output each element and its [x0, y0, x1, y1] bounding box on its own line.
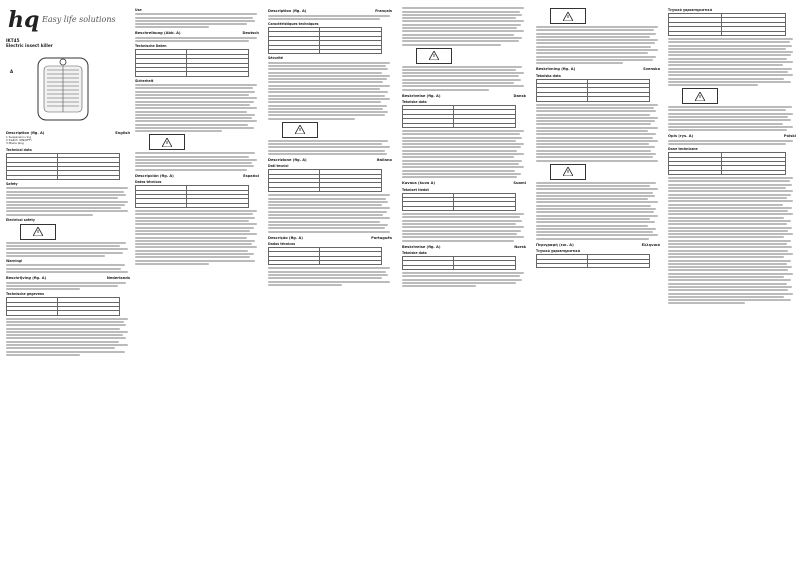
brand-tagline: Easy life solutions: [42, 15, 116, 24]
body-text: [135, 13, 259, 28]
fr-technical-data-table: [268, 27, 382, 54]
section-heading-sv: [536, 67, 660, 71]
technical-data-table: [6, 153, 120, 180]
sv-technical-data-heading: Tekniska data: [536, 73, 561, 78]
figure-a: [6, 48, 130, 128]
column-english: [6, 6, 130, 561]
body-text: [668, 38, 796, 86]
warning-symbol: [668, 88, 796, 104]
section-heading-nl: [6, 276, 130, 280]
body-text: [402, 130, 526, 178]
section-lang-nl: Nederlands: [106, 275, 130, 280]
caution-icon: [550, 164, 586, 180]
de-safety-heading: Sicherheit: [135, 78, 154, 83]
el-technical-data-table-2: [668, 13, 786, 36]
body-text: [268, 140, 392, 155]
column-german: [135, 6, 259, 561]
warning-symbol: [6, 224, 130, 240]
body-text: [668, 177, 796, 304]
warning-symbol: [402, 48, 526, 64]
warning-symbol: [536, 164, 660, 180]
el-technical-data-heading: Τεχνικά χαρακτηριστικά: [536, 249, 581, 254]
hq-logo: hq: [8, 7, 40, 33]
section-lang-el: Ελληνικά: [641, 242, 660, 247]
es-technical-data-table: [135, 185, 249, 208]
da-technical-data-table: [402, 105, 516, 128]
section-heading-fi: [402, 181, 526, 185]
electrical-safety-heading: Electrical safety: [6, 217, 35, 222]
section-lang-da: Dansk: [513, 93, 526, 98]
it-technical-data-heading: Dati tecnici: [268, 164, 289, 169]
body-text: [135, 152, 259, 170]
nl-technical-data-heading: Technische gegevens: [6, 292, 45, 297]
body-text: [668, 140, 796, 145]
section-title-pl: Opis (rys. A): [668, 134, 694, 139]
body-text: [536, 26, 660, 64]
es-technical-data-heading: Datos técnicos: [135, 180, 162, 185]
section-title-nl: Beschrijving (fig. A): [6, 275, 47, 280]
warning-symbol: [268, 122, 392, 138]
fi-technical-data-heading: Tekniset tiedot: [402, 187, 429, 192]
section-title-no: Beskrivelse (fig. A): [402, 244, 441, 249]
pl-technical-data-heading: Dane techniczne: [668, 147, 698, 152]
section-heading-fr: [268, 9, 392, 13]
el-technical-data-heading-2: Τεχνικά χαρακτηριστικά: [668, 8, 713, 12]
part-item: 1 Suspension ring: [6, 134, 32, 139]
section-title-pt: Descrição (fig. A): [268, 235, 303, 240]
column-swedish: [536, 6, 660, 561]
section-heading-pl: [668, 134, 796, 138]
body-text: [268, 62, 392, 120]
pt-technical-data-table: [268, 247, 382, 266]
product-name: Electric insect killer: [6, 43, 53, 49]
insect-killer-illustration: [28, 56, 98, 122]
section-heading-pt: [268, 236, 392, 240]
body-text: [402, 7, 526, 45]
it-technical-data-table: [268, 169, 382, 192]
part-item: 3 Mains plug: [6, 141, 24, 146]
section-title-es: Descripción (fig. A): [135, 173, 174, 178]
body-text: [268, 267, 392, 285]
body-text: [6, 318, 130, 356]
body-text: [6, 242, 130, 257]
body-text: [402, 213, 526, 241]
nl-technical-data-table: [6, 297, 120, 316]
figure-label: A: [10, 69, 14, 75]
caution-icon: [20, 224, 56, 240]
caution-icon: [416, 48, 452, 64]
body-text: [268, 15, 392, 20]
body-text: [268, 194, 392, 232]
body-text: [6, 282, 130, 291]
caution-icon: [149, 134, 185, 150]
section-title-en: Description (fig. A): [6, 131, 45, 136]
model-number: IKT45: [6, 38, 20, 43]
section-lang-en: English: [115, 131, 130, 136]
section-heading-es: [135, 174, 259, 178]
section-lang-es: Español: [243, 173, 259, 178]
fi-technical-data-table: [402, 193, 516, 212]
body-text: [668, 106, 796, 131]
body-text: [402, 66, 526, 91]
safety-heading: Safety: [6, 182, 18, 187]
sv-technical-data-table: [536, 79, 650, 102]
column-french: [268, 6, 392, 561]
section-title-de: Beschreibung (Abb. A): [135, 31, 181, 36]
de-usage-heading: Use: [135, 8, 142, 12]
section-heading-it: [268, 158, 392, 162]
section-title-it: Descrizione (fig. A): [268, 157, 307, 162]
body-text: [135, 210, 259, 265]
warning-symbol: [536, 8, 660, 24]
de-technical-data-table: [135, 49, 249, 76]
el-technical-data-table: [536, 254, 650, 268]
section-title-da: Beskrivelse (fig. A): [402, 93, 441, 98]
section-lang-de: Deutsch: [242, 31, 259, 36]
body-text: [536, 182, 660, 240]
section-heading-de: [135, 31, 259, 35]
caution-icon: [282, 122, 318, 138]
body-text: [6, 187, 130, 215]
section-title-fi: Kuvaus (kuva A): [402, 181, 436, 186]
section-heading-da: [402, 94, 526, 98]
body-text: [6, 264, 130, 273]
warning-heading: Warning!: [6, 258, 23, 263]
de-technical-data-heading: Technische Daten: [135, 44, 167, 49]
section-title-fr: Description (fig. A): [268, 9, 307, 13]
body-text: [135, 37, 259, 42]
section-lang-fi: Suomi: [513, 181, 526, 186]
section-heading-no: [402, 245, 526, 249]
column-swedish-finnish: [402, 6, 526, 561]
part-item: 2 Switch (ON/OFF): [6, 137, 32, 142]
da-technical-data-heading: Tekniske data: [402, 100, 427, 105]
fr-technical-data-heading: Caractéristiques techniques: [268, 22, 319, 26]
body-text: [402, 272, 526, 287]
brand-logo: [6, 6, 130, 36]
pl-technical-data-table: [668, 152, 786, 175]
section-lang-pl: Polski: [783, 134, 796, 139]
section-lang-fr: Français: [375, 9, 392, 13]
pt-technical-data-heading: Dados técnicos: [268, 241, 296, 246]
technical-data-heading: Technical data: [6, 147, 32, 152]
body-text: [536, 104, 660, 162]
section-title-el: Περιγραφή (εικ. A): [536, 242, 574, 247]
section-lang-it: Italiano: [376, 157, 392, 162]
fr-safety-heading: Sécurité: [268, 56, 283, 61]
caution-icon: [682, 88, 718, 104]
caution-icon: [550, 8, 586, 24]
parts-list: [6, 136, 130, 146]
body-text: [135, 84, 259, 132]
column-polish: [668, 6, 796, 561]
section-lang-no: Norsk: [514, 244, 526, 249]
warning-symbol: [135, 134, 259, 150]
section-lang-sv: Svenska: [643, 67, 660, 72]
no-technical-data-heading: Tekniske data: [402, 250, 427, 255]
section-heading-el: [536, 243, 660, 247]
section-lang-pt: Português: [371, 235, 392, 240]
section-title-sv: Beskrivning (fig. A): [536, 67, 576, 72]
no-technical-data-table: [402, 256, 516, 270]
